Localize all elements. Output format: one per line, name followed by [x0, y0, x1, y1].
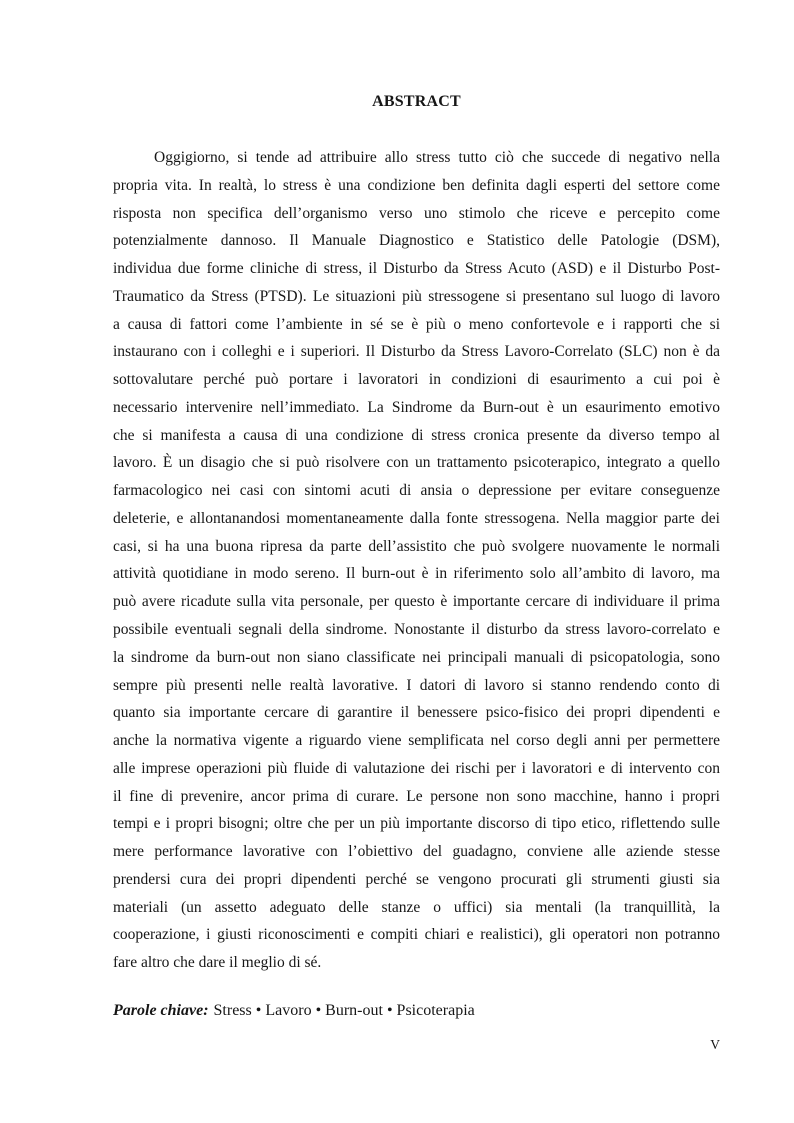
paragraph-line: anche la normativa vigente a riguardo viene semplificata nel corso degli anni per permettere — [113, 732, 720, 750]
page-title: ABSTRACT — [372, 93, 461, 110]
paragraph-line: Oggigiorno, si tende ad attribuire allo stress tutto ciò che succede di negativo nella — [154, 149, 720, 166]
paragraph-line: materiali (un assetto adeguato delle stanze o uffici) sia mentali (la tranquillità, la — [113, 898, 720, 916]
paragraph-line: instaurano con i colleghi e i superiori. Il Disturbo da Stress Lavoro-Correlato (SLC) non è da — [113, 343, 720, 361]
paragraph-line: il fine di prevenire, ancor prima di curare. Le persone non sono macchine, hanno i propri — [113, 787, 720, 805]
paragraph-line: propria vita. In realtà, lo stress è una condizione ben definita dagli esperti del settore come — [113, 176, 720, 194]
paragraph-line: quanto sia importante cercare di garantire il benessere psico-fisico dei propri dipendenti e — [113, 704, 720, 722]
keywords-label: Parole chiave: — [113, 1002, 209, 1019]
paragraph-line: necessario intervenire nell’immediato. La Sindrome da Burn-out è un esaurimento emotivo — [113, 398, 720, 416]
paragraph-line: possibile eventuali segnali della sindrome. Nonostante il disturbo da stress lavoro-correlato e — [113, 621, 720, 639]
paragraph-line: potenzialmente dannoso. Il Manuale Diagnostico e Statistico delle Patologie (DSM), — [113, 232, 720, 250]
paragraph-line: mere performance lavorative con l’obiettivo del guadagno, conviene alle aziende stesse — [113, 843, 720, 861]
paragraph-line: farmacologico nei casi con sintomi acuti di ansia o depressione per evitare conseguenze — [113, 482, 720, 500]
paragraph-line: la sindrome da burn-out non siano classificate nei principali manuali di psicopatologia, sono — [113, 648, 720, 666]
paragraph-line: fare altro che dare il meglio di sé. — [113, 954, 322, 972]
paragraph-line: sempre più presenti nelle realtà lavorative. I datori di lavoro si stanno rendendo conto di — [113, 676, 720, 694]
paragraph-line: a causa di fattori come l’ambiente in sé se è più o meno confortevole e i rapporti che si — [113, 315, 720, 333]
keywords-items: Stress • Lavoro • Burn-out • Psicoterapia — [213, 1002, 475, 1019]
page-number: V — [710, 1037, 720, 1052]
paragraph-line: individua due forme cliniche di stress, il Disturbo da Stress Acuto (ASD) e il Disturbo Post- — [113, 260, 720, 278]
paragraph-line: che si manifesta a causa di una condizione di stress cronica presente da diverso tempo al — [113, 426, 720, 444]
abstract-paragraph — [113, 144, 720, 977]
paragraph-line: sottovalutare perché può portare i lavoratori in condizioni di esaurimento a cui poi è — [113, 371, 720, 389]
paragraph-line: alle imprese operazioni più fluide di valutazione dei rischi per i lavoratori e di intervento con — [113, 759, 720, 777]
paragraph-line: lavoro. È un disagio che si può risolvere con un trattamento psicoterapico, integrato a quello — [113, 454, 720, 472]
paragraph-line: prendersi cura dei propri dipendenti perché se vengono procurati gli strumenti giusti sia — [113, 870, 720, 888]
paragraph-line: Traumatico da Stress (PTSD). Le situazioni più stressogene si presentano sul luogo di lavoro — [113, 287, 720, 305]
paragraph-line: risposta non specifica dell’organismo verso uno stimolo che riceve e percepito come — [113, 204, 720, 222]
paragraph-line: tempi e i propri bisogni; oltre che per un più importante discorso di tipo etico, riflettendo sulle — [113, 815, 720, 833]
paragraph-line: deleterie, e allontanandosi momentaneamente dalla fonte stressogena. Nella maggior parte dei — [113, 509, 720, 527]
paragraph-line: casi, si ha una buona ripresa da parte dell’assistito che può svolgere nuovamente le normali — [113, 537, 720, 555]
paragraph-line: attività quotidiane in modo sereno. Il burn-out è in riferimento solo all’ambito di lavoro, ma — [113, 565, 720, 583]
keywords-line — [113, 1000, 720, 1022]
paragraph-line: può avere ricadute sulla vita personale, per questo è importante cercare di individuare il prima — [113, 593, 720, 611]
paragraph-line: cooperazione, i giusti riconoscimenti e compiti chiari e realistici), gli operatori non potranno — [113, 926, 720, 944]
